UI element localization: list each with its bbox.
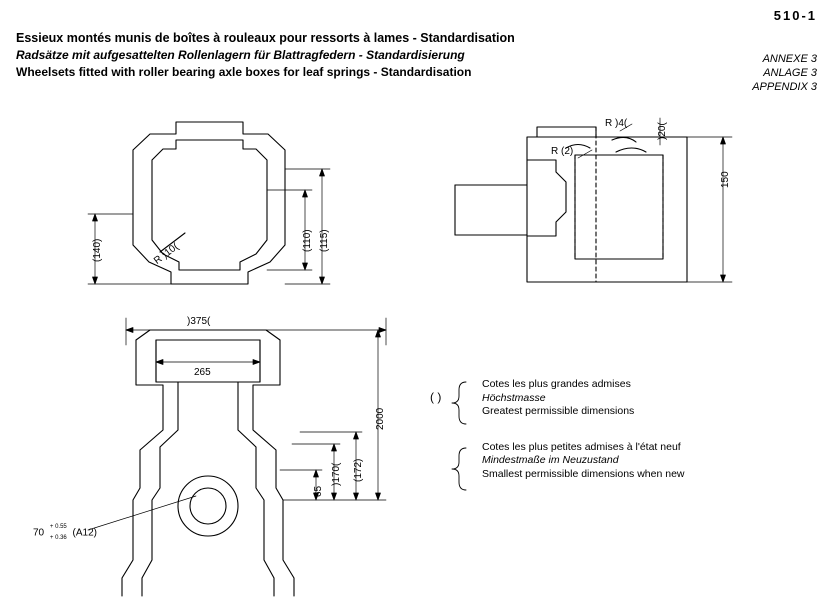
title-de: Radsätze mit aufgesattelten Rollenlagern für Blattragfedern - Standardisierung [16,48,465,62]
dim-20: )20( [657,122,668,140]
dim-a12: (A12) [72,527,97,539]
dim-70: 70 [33,527,45,539]
dim-172: (172) [353,458,364,482]
legend-max-en: Greatest permissible dimensions [482,405,635,417]
dim-110: (110) [302,229,313,252]
dim-r2: R (2) [551,146,574,157]
legend-marker-parentheses: ( ) [430,390,442,404]
dim-70-group [33,522,97,544]
dim-150: 150 [720,171,731,188]
dim-170: )170( [331,462,342,486]
dim-265: 265 [194,367,211,378]
dim-375: )375( [187,316,211,327]
dim-r4: R )4( [605,118,628,129]
dim-115: (115) [319,229,330,252]
dim-70-tol-upper: + 0.55 [49,524,67,531]
legend-min-en: Smallest permissible dimensions when new [482,467,685,480]
annex-fr: ANNEXE 3 [762,53,817,65]
dim-2000: 2000 [375,407,386,430]
dim-65: 65 [313,485,324,497]
legend-block [430,378,685,503]
legend-group-min [430,441,685,482]
title-fr: Essieux montés munis de boîtes à rouleaux pour ressorts à lames - Standardisation [16,31,515,45]
title-en: Wheelsets fitted with roller bearing axle boxes for leaf springs - Standardisation [16,65,472,79]
dim-70-tol-lower: + 0.36 [49,535,67,542]
legend-max-de: Höchstmasse [482,391,546,404]
dim-140: (140) [92,238,103,262]
axlebox-side-dimensions [578,118,732,282]
annex-en: APPENDIX 3 [752,81,817,93]
axlebox-front-dimensions [88,169,330,284]
annex-de: ANLAGE 3 [763,67,817,79]
legend-max-fr: Cotes les plus grandes admises [482,378,631,390]
legend-group-max [430,378,685,419]
document-number: 510-1 [773,8,817,23]
wheelset-elevation-view [88,330,294,596]
legend-min-fr: Cotes les plus petites admises à l'état neuf [482,440,681,453]
dim-r10: R )10( [152,241,181,267]
legend-min-de: Mindestmaße im Neuzustand [482,454,619,466]
